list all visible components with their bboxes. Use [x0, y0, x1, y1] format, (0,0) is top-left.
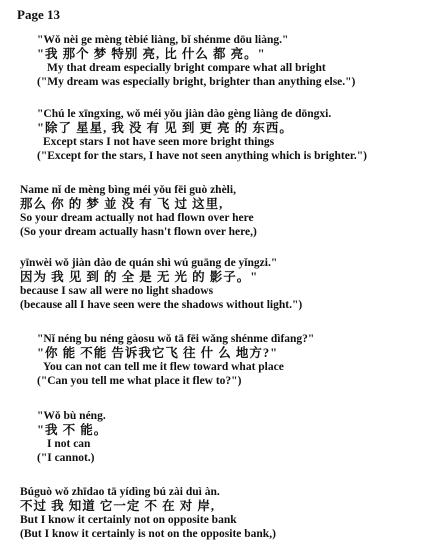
pinyin-line: "Wǒ bù néng. — [37, 410, 106, 422]
pinyin-line: Name nǐ de mèng bìng méi yǒu fēi guò zhèli, — [20, 184, 236, 196]
gloss-line: So your dream actually not had flown over here — [20, 212, 254, 224]
chinese-line: 因为 我 见 到 的 全 是 无 光 的 影子。" — [20, 270, 259, 284]
chinese-line: "我 不 能。 — [37, 423, 108, 437]
pinyin-line: yīnwèi wǒ jiàn dào de quán shì wú guāng de yǐngzi." — [20, 257, 278, 269]
gloss-line: because I saw all were no light shadows — [20, 285, 214, 297]
chinese-line: "我 那个 梦 特别 亮, 比 什么 都 亮。" — [37, 47, 266, 61]
gloss-line: But I know it certainly not on opposite bank — [20, 514, 237, 526]
translation-line: ("I cannot.) — [37, 452, 95, 464]
chinese-line: 那么 你 的 梦 並 没 有 飞 过 这里, — [20, 197, 224, 211]
chinese-line: "除了 星星, 我 没 有 见 到 更 亮 的 东西。 — [37, 121, 293, 135]
translation-line: (because all I have seen were the shadows without light.") — [20, 299, 303, 311]
pinyin-line: "Nǐ néng bu néng gàosu wǒ tā fēi wǎng shénme dìfang?" — [37, 333, 315, 345]
pinyin-line: "Wǒ nèi ge mèng tèbié liàng, bǐ shénme dōu liàng." — [37, 34, 289, 46]
translation-line: ("Except for the stars, I have not seen anything which is brighter.") — [37, 150, 367, 162]
chinese-line: "你 能 不能 告诉我它飞 往 什 么 地方?" — [37, 346, 279, 360]
gloss-line: You can not can tell me it flew toward what place — [43, 361, 284, 373]
translation-line: (So your dream actually hasn't flown over here,) — [20, 226, 257, 238]
pinyin-line: "Chú le xīngxing, wǒ méi yǒu jiàn dào gèng liàng de dōngxi. — [37, 108, 332, 120]
translation-line: ("Can you tell me what place it flew to?") — [37, 375, 242, 387]
gloss-line: I not can — [47, 438, 91, 450]
gloss-line: My that dream especially bright compare what all bright — [47, 62, 326, 74]
gloss-line: Except stars I not have seen more bright things — [43, 136, 275, 148]
translation-line: ("My dream was especially bright, brighter than anything else.") — [37, 76, 356, 88]
chinese-line: 不过 我 知道 它一定 不 在 对 岸, — [20, 499, 216, 513]
page-number: Page 13 — [17, 7, 60, 22]
translation-line: (But I know it certainly is not on the opposite bank,) — [20, 528, 276, 540]
pinyin-line: Búguò wǒ zhīdao tā yídìng bú zài duì àn. — [20, 486, 220, 498]
